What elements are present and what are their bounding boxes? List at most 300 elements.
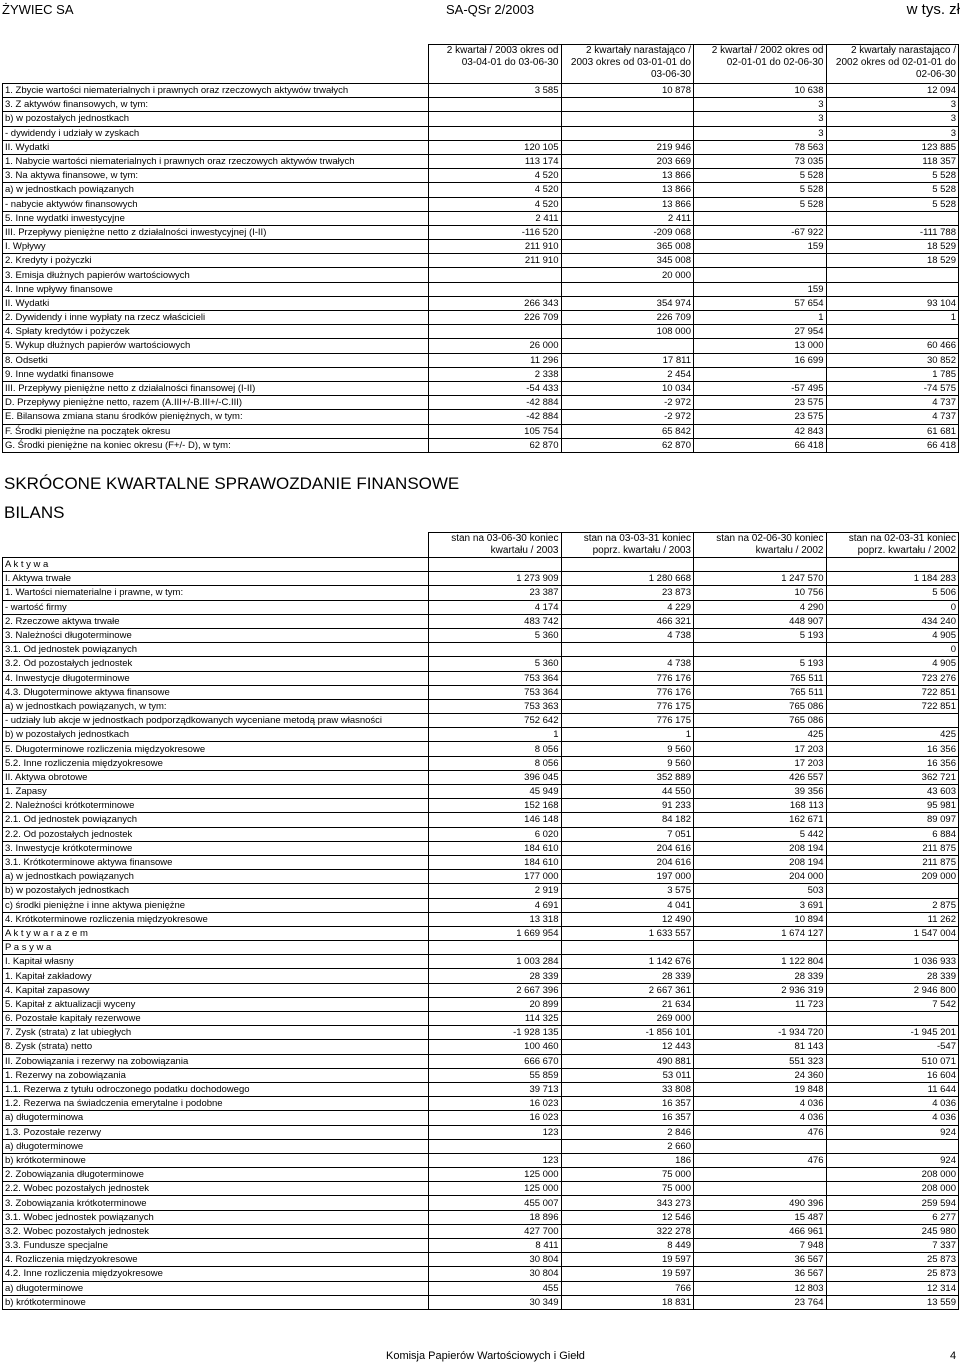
value-cell: 100 460	[429, 1040, 562, 1054]
value-cell: 16 699	[694, 353, 827, 367]
value-cell: 776 176	[561, 685, 694, 699]
value-cell: 114 325	[429, 1012, 562, 1026]
row-label: 5. Inne wydatki inwestycyjne	[3, 211, 429, 225]
value-cell: 208 000	[826, 1182, 959, 1196]
value-cell: 1 273 909	[429, 572, 562, 586]
value-cell: 44 550	[561, 785, 694, 799]
row-label: I. Kapitał własny	[3, 955, 429, 969]
value-cell: 186	[561, 1153, 694, 1167]
row-label: 1.3. Pozostałe rezerwy	[3, 1125, 429, 1139]
row-label: 3.2. Od pozostałych jednostek	[3, 657, 429, 671]
table-row	[3, 756, 959, 770]
value-cell: 752 642	[429, 714, 562, 728]
value-cell	[694, 1182, 827, 1196]
value-cell: 13 318	[429, 912, 562, 926]
value-cell: 722 851	[826, 699, 959, 713]
row-label: a) długoterminowa	[3, 1111, 429, 1125]
column-header: 2 kwartał / 2002 okres od 02-01-01 do 02-06-30	[694, 45, 827, 84]
row-label: 3.2. Wobec pozostałych jednostek	[3, 1224, 429, 1238]
row-label: E. Bilansowa zmiana stanu środków pieniężnych, w tym:	[3, 410, 429, 424]
value-cell: 81 143	[694, 1040, 827, 1054]
table-row	[3, 353, 959, 367]
row-label: 2. Zobowiązania długoterminowe	[3, 1168, 429, 1182]
table-row	[3, 685, 959, 699]
table-row	[3, 296, 959, 310]
table-row	[3, 1253, 959, 1267]
row-label: b) krótkoterminowe	[3, 1295, 429, 1309]
value-cell: 2 919	[429, 884, 562, 898]
value-cell: 1 674 127	[694, 926, 827, 940]
value-cell: 4 737	[826, 396, 959, 410]
value-cell	[429, 325, 562, 339]
value-cell: 39 356	[694, 785, 827, 799]
table-row	[3, 586, 959, 600]
value-cell: 204 616	[561, 841, 694, 855]
value-cell: 211 910	[429, 240, 562, 254]
row-label: 4. Inwestycje długoterminowe	[3, 671, 429, 685]
row-label: 3.3. Fundusze specjalne	[3, 1239, 429, 1253]
value-cell: 4 036	[694, 1097, 827, 1111]
value-cell	[561, 98, 694, 112]
value-cell: 427 700	[429, 1224, 562, 1238]
value-cell	[694, 941, 827, 955]
footer-source: Komisja Papierów Wartościowych i Giełd	[386, 1350, 585, 1362]
value-cell: 551 323	[694, 1054, 827, 1068]
value-cell: 16 023	[429, 1097, 562, 1111]
value-cell: 28 339	[826, 969, 959, 983]
value-cell: 1 036 933	[826, 955, 959, 969]
value-cell: 12 094	[826, 84, 959, 98]
row-label: 3.1. Od jednostek powiązanych	[3, 643, 429, 657]
value-cell: -1 934 720	[694, 1026, 827, 1040]
value-cell: 5 528	[694, 197, 827, 211]
value-cell: 753 364	[429, 685, 562, 699]
table-row	[3, 983, 959, 997]
value-cell: 5 528	[826, 183, 959, 197]
value-cell	[429, 268, 562, 282]
value-cell: 766	[561, 1281, 694, 1295]
value-cell: 2 660	[561, 1139, 694, 1153]
value-cell: 184 610	[429, 855, 562, 869]
value-cell	[561, 112, 694, 126]
row-label: 2. Należności krótkoterminowe	[3, 799, 429, 813]
value-cell	[429, 98, 562, 112]
value-cell: 12 443	[561, 1040, 694, 1054]
value-cell: 345 008	[561, 254, 694, 268]
value-cell: 108 000	[561, 325, 694, 339]
table-row	[3, 98, 959, 112]
value-cell: 8 411	[429, 1239, 562, 1253]
value-cell: 211 875	[826, 855, 959, 869]
value-cell: 425	[694, 728, 827, 742]
row-label: II. Wydatki	[3, 296, 429, 310]
value-cell: 396 045	[429, 770, 562, 784]
value-cell: 20 899	[429, 997, 562, 1011]
value-cell: 18 831	[561, 1295, 694, 1309]
value-cell: 10 878	[561, 84, 694, 98]
value-cell	[694, 1012, 827, 1026]
column-header: 2 kwartały narastająco / 2002 okres od 02-01-01 do 02-06-30	[826, 45, 959, 84]
value-cell: 91 233	[561, 799, 694, 813]
value-cell: 503	[694, 884, 827, 898]
value-cell: 23 873	[561, 586, 694, 600]
value-cell: 84 182	[561, 813, 694, 827]
value-cell: 204 616	[561, 855, 694, 869]
row-label: - dywidendy i udziały w zyskach	[3, 126, 429, 140]
value-cell: 78 563	[694, 140, 827, 154]
row-label: 3. Zobowiązania krótkoterminowe	[3, 1196, 429, 1210]
value-cell: 53 011	[561, 1068, 694, 1082]
row-label: 5. Wykup dłużnych papierów wartościowych	[3, 339, 429, 353]
value-cell: 28 339	[694, 969, 827, 983]
value-cell: 425	[826, 728, 959, 742]
value-cell: 19 597	[561, 1253, 694, 1267]
value-cell: 0	[826, 600, 959, 614]
value-cell: 16 357	[561, 1097, 694, 1111]
value-cell: 765 086	[694, 699, 827, 713]
value-cell: 123 885	[826, 140, 959, 154]
table-row	[3, 381, 959, 395]
value-cell: 1	[826, 311, 959, 325]
value-cell: 5 360	[429, 628, 562, 642]
value-cell	[826, 558, 959, 572]
value-cell	[694, 643, 827, 657]
value-cell: 118 357	[826, 154, 959, 168]
row-label: a) w jednostkach powiązanych, w tym:	[3, 699, 429, 713]
value-cell: 13 559	[826, 1295, 959, 1309]
value-cell: -42 884	[429, 410, 562, 424]
value-cell: 4 036	[694, 1111, 827, 1125]
table-row	[3, 1125, 959, 1139]
value-cell: 12 546	[561, 1210, 694, 1224]
value-cell: 42 843	[694, 424, 827, 438]
row-label: - nabycie aktywów finansowych	[3, 197, 429, 211]
company-name: ŻYWIEC SA	[2, 2, 74, 17]
value-cell: 723 276	[826, 671, 959, 685]
value-cell: 5 528	[826, 197, 959, 211]
value-cell: 12 314	[826, 1281, 959, 1295]
row-label: 1. Rezerwy na zobowiązania	[3, 1068, 429, 1082]
value-cell: -547	[826, 1040, 959, 1054]
row-label: - udziały lub akcje w jednostkach podporządkowanych wyceniane metodą praw własności	[3, 714, 429, 728]
value-cell: 6 020	[429, 827, 562, 841]
value-cell: 483 742	[429, 614, 562, 628]
value-cell: 9 560	[561, 756, 694, 770]
value-cell: 2 454	[561, 367, 694, 381]
value-cell: 1 280 668	[561, 572, 694, 586]
value-cell: 1	[429, 728, 562, 742]
value-cell	[826, 211, 959, 225]
column-header: 2 kwartał / 2003 okres od 03-04-01 do 03-06-30	[429, 45, 562, 84]
value-cell: 1 785	[826, 367, 959, 381]
table-row	[3, 799, 959, 813]
value-cell: 490 881	[561, 1054, 694, 1068]
value-cell: 159	[694, 240, 827, 254]
value-cell: 211 875	[826, 841, 959, 855]
value-cell: 30 804	[429, 1253, 562, 1267]
value-cell: -67 922	[694, 225, 827, 239]
section-title: BILANS	[4, 503, 65, 522]
column-header: stan na 02-06-30 koniec kwartału / 2002	[694, 533, 827, 558]
table-row	[3, 1111, 959, 1125]
table-row	[3, 1224, 959, 1238]
row-label: a) w jednostkach powiązanych	[3, 183, 429, 197]
value-cell: 21 634	[561, 997, 694, 1011]
value-cell: 7 948	[694, 1239, 827, 1253]
table-row	[3, 254, 959, 268]
value-cell: 75 000	[561, 1168, 694, 1182]
value-cell: 17 203	[694, 742, 827, 756]
table-row	[3, 84, 959, 98]
value-cell: 245 980	[826, 1224, 959, 1238]
value-cell: 776 175	[561, 699, 694, 713]
value-cell: 3 585	[429, 84, 562, 98]
row-label: c) środki pieniężne i inne aktywa pieniężne	[3, 898, 429, 912]
row-label: 9. Inne wydatki finansowe	[3, 367, 429, 381]
value-cell: 208 194	[694, 855, 827, 869]
value-cell: 13 866	[561, 169, 694, 183]
row-label: 4. Spłaty kredytów i pożyczek	[3, 325, 429, 339]
unit-label: w tys. zł	[906, 1, 960, 18]
table-row	[3, 657, 959, 671]
row-label: 4. Rozliczenia międzyokresowe	[3, 1253, 429, 1267]
value-cell: 10 756	[694, 586, 827, 600]
value-cell: 13 866	[561, 183, 694, 197]
row-label: P a s y w a	[3, 941, 429, 955]
row-label: G. Środki pieniężne na koniec okresu (F+/- D), w tym:	[3, 438, 429, 452]
value-cell: 8 056	[429, 756, 562, 770]
table-row	[3, 785, 959, 799]
value-cell: 2 667 361	[561, 983, 694, 997]
row-label: 3. Emisja dłużnych papierów wartościowych	[3, 268, 429, 282]
value-cell: 3	[826, 126, 959, 140]
table-row	[3, 140, 959, 154]
value-cell: 18 529	[826, 240, 959, 254]
value-cell: 17 811	[561, 353, 694, 367]
value-cell: 43 603	[826, 785, 959, 799]
value-cell: 66 418	[694, 438, 827, 452]
row-label: 7. Zysk (strata) z lat ubiegłych	[3, 1026, 429, 1040]
value-cell: 466 321	[561, 614, 694, 628]
table-row	[3, 728, 959, 742]
row-label: 2.2. Od pozostałych jednostek	[3, 827, 429, 841]
value-cell	[694, 211, 827, 225]
row-label: - wartość firmy	[3, 600, 429, 614]
value-cell: -57 495	[694, 381, 827, 395]
row-label: b) w pozostałych jednostkach	[3, 728, 429, 742]
row-label: 4.2. Inne rozliczenia międzyokresowe	[3, 1267, 429, 1281]
value-cell: 105 754	[429, 424, 562, 438]
value-cell: 753 364	[429, 671, 562, 685]
value-cell: 7 542	[826, 997, 959, 1011]
value-cell: 36 567	[694, 1267, 827, 1281]
value-cell: 4 520	[429, 183, 562, 197]
table-row	[3, 424, 959, 438]
value-cell: 3 691	[694, 898, 827, 912]
value-cell: 722 851	[826, 685, 959, 699]
table-row	[3, 339, 959, 353]
value-cell: 177 000	[429, 870, 562, 884]
table-row	[3, 112, 959, 126]
value-cell: 17 203	[694, 756, 827, 770]
value-cell: 208 194	[694, 841, 827, 855]
table-row	[3, 367, 959, 381]
value-cell: 19 597	[561, 1267, 694, 1281]
value-cell: 16 604	[826, 1068, 959, 1082]
value-cell: 259 594	[826, 1196, 959, 1210]
row-label: 3. Należności długoterminowe	[3, 628, 429, 642]
value-cell: 18 896	[429, 1210, 562, 1224]
table-row	[3, 1168, 959, 1182]
value-cell: 45 949	[429, 785, 562, 799]
value-cell	[429, 643, 562, 657]
row-label: II. Wydatki	[3, 140, 429, 154]
value-cell: 12 490	[561, 912, 694, 926]
value-cell	[694, 268, 827, 282]
row-label: 3. Z aktywów finansowych, w tym:	[3, 98, 429, 112]
row-label: a) długoterminowe	[3, 1281, 429, 1295]
page-number: 4	[950, 1350, 957, 1362]
table-row	[3, 926, 959, 940]
value-cell: 5 528	[826, 169, 959, 183]
value-cell: 113 174	[429, 154, 562, 168]
column-header: stan na 02-03-31 koniec poprz. kwartału / 2002	[826, 533, 959, 558]
row-label: 2. Kredyty i pożyczki	[3, 254, 429, 268]
value-cell: 208 000	[826, 1168, 959, 1182]
table-row	[3, 396, 959, 410]
value-cell: 1 633 557	[561, 926, 694, 940]
row-label: 2.2. Wobec pozostałych jednostek	[3, 1182, 429, 1196]
value-cell: 1 669 954	[429, 926, 562, 940]
row-label: a) długoterminowe	[3, 1139, 429, 1153]
row-label: F. Środki pieniężne na początek okresu	[3, 424, 429, 438]
row-label: 3.1. Wobec jednostek powiązanych	[3, 1210, 429, 1224]
value-cell: 10 034	[561, 381, 694, 395]
table-row	[3, 1040, 959, 1054]
row-label: 1. Kapitał zakładowy	[3, 969, 429, 983]
value-cell: 18 529	[826, 254, 959, 268]
table-row	[3, 410, 959, 424]
value-cell: 1 142 676	[561, 955, 694, 969]
value-cell: 1 122 804	[694, 955, 827, 969]
value-cell: 120 105	[429, 140, 562, 154]
value-cell: 5 442	[694, 827, 827, 841]
table-row	[3, 268, 959, 282]
table-row	[3, 183, 959, 197]
row-label: 5.2. Inne rozliczenia międzyokresowe	[3, 756, 429, 770]
table-row	[3, 770, 959, 784]
value-cell	[561, 558, 694, 572]
value-cell: 4 036	[826, 1097, 959, 1111]
value-cell	[694, 1168, 827, 1182]
value-cell: 20 000	[561, 268, 694, 282]
value-cell: 23 575	[694, 410, 827, 424]
value-cell: 197 000	[561, 870, 694, 884]
row-label: 3. Na aktywa finansowe, w tym:	[3, 169, 429, 183]
value-cell	[694, 367, 827, 381]
value-cell: 4 041	[561, 898, 694, 912]
value-cell: 753 363	[429, 699, 562, 713]
value-cell: -209 068	[561, 225, 694, 239]
table-row	[3, 1267, 959, 1281]
value-cell: 26 000	[429, 339, 562, 353]
row-label: 5. Długoterminowe rozliczenia międzyokresowe	[3, 742, 429, 756]
table-row	[3, 1097, 959, 1111]
value-cell	[826, 941, 959, 955]
column-header: stan na 03-03-31 koniec poprz. kwartału / 2003	[561, 533, 694, 558]
table-row	[3, 969, 959, 983]
value-cell: 2 936 319	[694, 983, 827, 997]
value-cell: 16 356	[826, 742, 959, 756]
value-cell	[826, 714, 959, 728]
table-row	[3, 671, 959, 685]
table-row	[3, 1239, 959, 1253]
value-cell: 23 575	[694, 396, 827, 410]
value-cell: 73 035	[694, 154, 827, 168]
header-blank-cell	[3, 533, 429, 558]
value-cell: 146 148	[429, 813, 562, 827]
value-cell: 776 176	[561, 671, 694, 685]
value-cell	[561, 941, 694, 955]
value-cell: 5 506	[826, 586, 959, 600]
table-row	[3, 884, 959, 898]
value-cell: -116 520	[429, 225, 562, 239]
table-row	[3, 898, 959, 912]
value-cell	[561, 643, 694, 657]
row-label: 2. Rzeczowe aktywa trwałe	[3, 614, 429, 628]
row-label: III. Przepływy pieniężne netto z działalności finansowej (I-II)	[3, 381, 429, 395]
value-cell	[429, 941, 562, 955]
value-cell: 4 520	[429, 197, 562, 211]
value-cell: 10 894	[694, 912, 827, 926]
table-row	[3, 311, 959, 325]
table-row	[3, 1295, 959, 1309]
table-row	[3, 197, 959, 211]
value-cell: 25 873	[826, 1253, 959, 1267]
value-cell: 4 738	[561, 628, 694, 642]
value-cell: 269 000	[561, 1012, 694, 1026]
row-label: 1. Zapasy	[3, 785, 429, 799]
value-cell: 448 907	[694, 614, 827, 628]
row-label: b) w pozostałych jednostkach	[3, 884, 429, 898]
value-cell: 4 520	[429, 169, 562, 183]
value-cell	[561, 126, 694, 140]
value-cell: 343 273	[561, 1196, 694, 1210]
table-row	[3, 169, 959, 183]
value-cell: 1	[694, 311, 827, 325]
value-cell: 36 567	[694, 1253, 827, 1267]
table-row	[3, 870, 959, 884]
row-label: A k t y w a r a z e m	[3, 926, 429, 940]
value-cell	[826, 1139, 959, 1153]
table-row	[3, 572, 959, 586]
value-cell: 2 411	[429, 211, 562, 225]
value-cell	[561, 339, 694, 353]
value-cell: 1	[561, 728, 694, 742]
value-cell: 11 644	[826, 1082, 959, 1096]
value-cell	[429, 282, 562, 296]
value-cell: 5 193	[694, 657, 827, 671]
value-cell: 4 905	[826, 657, 959, 671]
value-cell: 219 946	[561, 140, 694, 154]
value-cell	[561, 282, 694, 296]
value-cell: -74 575	[826, 381, 959, 395]
value-cell: 226 709	[561, 311, 694, 325]
value-cell: 5 193	[694, 628, 827, 642]
value-cell: 4 174	[429, 600, 562, 614]
value-cell	[429, 1139, 562, 1153]
value-cell: 455	[429, 1281, 562, 1295]
